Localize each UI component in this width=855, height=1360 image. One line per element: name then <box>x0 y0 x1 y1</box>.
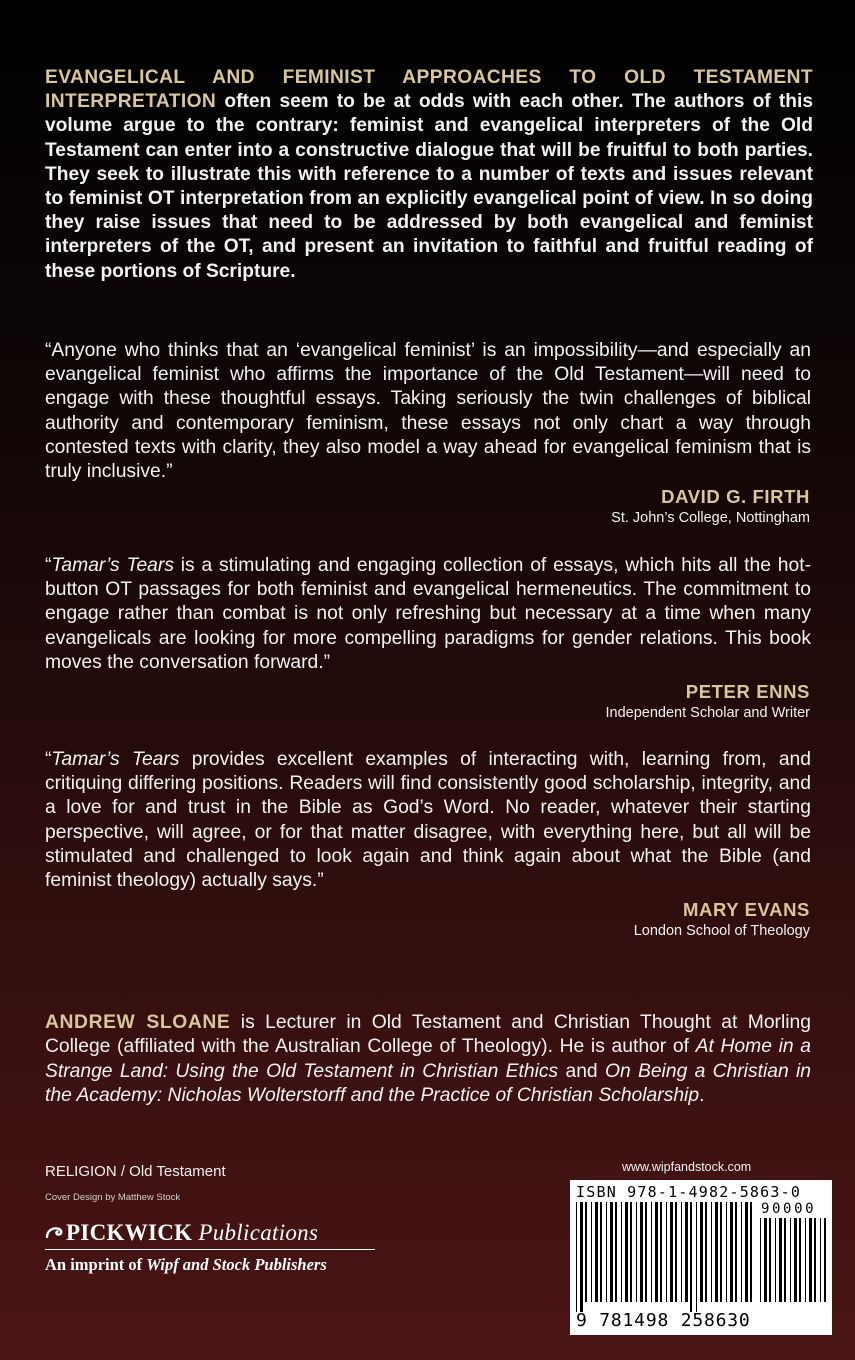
endorsement-quote-1: “Anyone who thinks that an ‘evangelical feminist’ is an impossibility—and especially an evangelical feminist who affirms the importance of the Old Testament—will need to engage with these thoughtful essays. Taking seriously the twin challenges of biblical authority and contemporary feminism, these essays not only chart a way through contested texts with clarity, they also model a way ahead for evangelical feminism that is truly inclusive.” <box>45 340 811 483</box>
addon-barcode-bars <box>760 1218 826 1312</box>
ean-barcode-bars <box>576 1202 754 1312</box>
quote-open: “ <box>45 555 52 576</box>
blurb-body: often seem to be at odds with each other. The authors of this volume argue to the contrary: feminist and evangelical interpreters of the Old Testament can enter into a constructive dialogue that will be fruitful to both parties. They seek to illustrate this with reference to a number of texts and issues relevant to feminist OT interpretation from an explicitly evangelical point of view. In so doing they raise issues that need to be addressed by both evangelical and feminist interpreters of the OT, and present an invitation to faithful and fruitful reading of these portions of Scripture. <box>45 91 813 282</box>
endorser-3 <box>410 899 810 941</box>
endorsement-quote-3 <box>45 748 811 893</box>
bio-text-1: is Lecturer in Old Testament and Christian Thought at Morling College (affiliated with the Australian College of Theology). He is author of <box>45 1012 811 1058</box>
publisher-logo <box>45 1220 375 1275</box>
quote-text: provides excellent examples of interacting with, learning from, and critiquing differing positions. Readers will find consistently good scholarship, integrity, and a love for and trust in the Bible as God’s Word. No reader, whatever their starting perspective, will agree, or for that matter disagree, with everything here, but all will be stimulated and challenged to look again and think again about what the Bible (and feminist theology) actually says.” <box>45 749 811 892</box>
price-addon-number: 90000 <box>761 1201 817 1217</box>
quote-open: “ <box>45 749 52 770</box>
publisher-name-line <box>45 1220 375 1250</box>
bio-text-2: and <box>558 1060 605 1082</box>
author-name: ANDREW SLOANE <box>45 1012 231 1033</box>
book-title: Tamar’s Tears <box>51 555 174 576</box>
bio-text-3: . <box>699 1084 705 1106</box>
endorser-name: MARY EVANS <box>683 899 810 920</box>
endorser-2 <box>410 681 810 723</box>
author-bio <box>45 1011 811 1108</box>
quote-text: is a stimulating and engaging collection of essays, which hits all the hot-button OT passages for both feminist and evangelical hermeneutics. The commitment to engage rather than combat is not only refreshing but necessary at a time when many evangelicals are looking for more compelling paradigms for gender relations. This book moves the conversation forward.” <box>45 555 811 673</box>
ean-number: 9 781498 258630 <box>576 1310 751 1331</box>
bio-book-2: On Being a Christian in the Academy: Nicholas Wolterstorff and the Practice of Christian Scholarship <box>45 1060 811 1106</box>
endorser-1 <box>410 486 810 528</box>
cover-design-credit: Cover Design by Matthew Stock <box>45 1192 181 1203</box>
endorser-affiliation: Independent Scholar and Writer <box>605 705 810 721</box>
imprint-prefix: An imprint of <box>45 1255 147 1274</box>
pickwick-swirl-icon <box>45 1226 65 1240</box>
endorser-name: DAVID G. FIRTH <box>661 486 810 507</box>
publisher-imprint-line <box>45 1255 375 1275</box>
publisher-website: www.wipfandstock.com <box>622 1160 752 1174</box>
bio-book-1: At Home in a Strange Land: Using the Old Testament in Christian Ethics <box>45 1036 811 1082</box>
endorser-affiliation: London School of Theology <box>633 923 810 939</box>
publisher-name: PICKWICK <box>66 1220 193 1245</box>
category-label: RELIGION / Old Testament <box>45 1163 226 1180</box>
back-cover-blurb <box>45 66 813 284</box>
isbn-barcode <box>570 1180 832 1335</box>
endorser-affiliation: St. John’s College, Nottingham <box>611 510 810 526</box>
endorsement-quote-2 <box>45 554 811 675</box>
isbn-label: ISBN 978-1-4982-5863-0 <box>576 1183 802 1201</box>
book-title: Tamar’s Tears <box>51 749 180 770</box>
publisher-name-suffix: Publications <box>198 1220 319 1245</box>
endorser-name: PETER ENNS <box>685 681 810 702</box>
imprint-name: Wipf and Stock Publishers <box>146 1255 327 1274</box>
blurb-lead: EVANGELICAL AND FEMINIST APPROACHES TO OLD TESTAMENT INTERPRETATION <box>45 67 813 113</box>
